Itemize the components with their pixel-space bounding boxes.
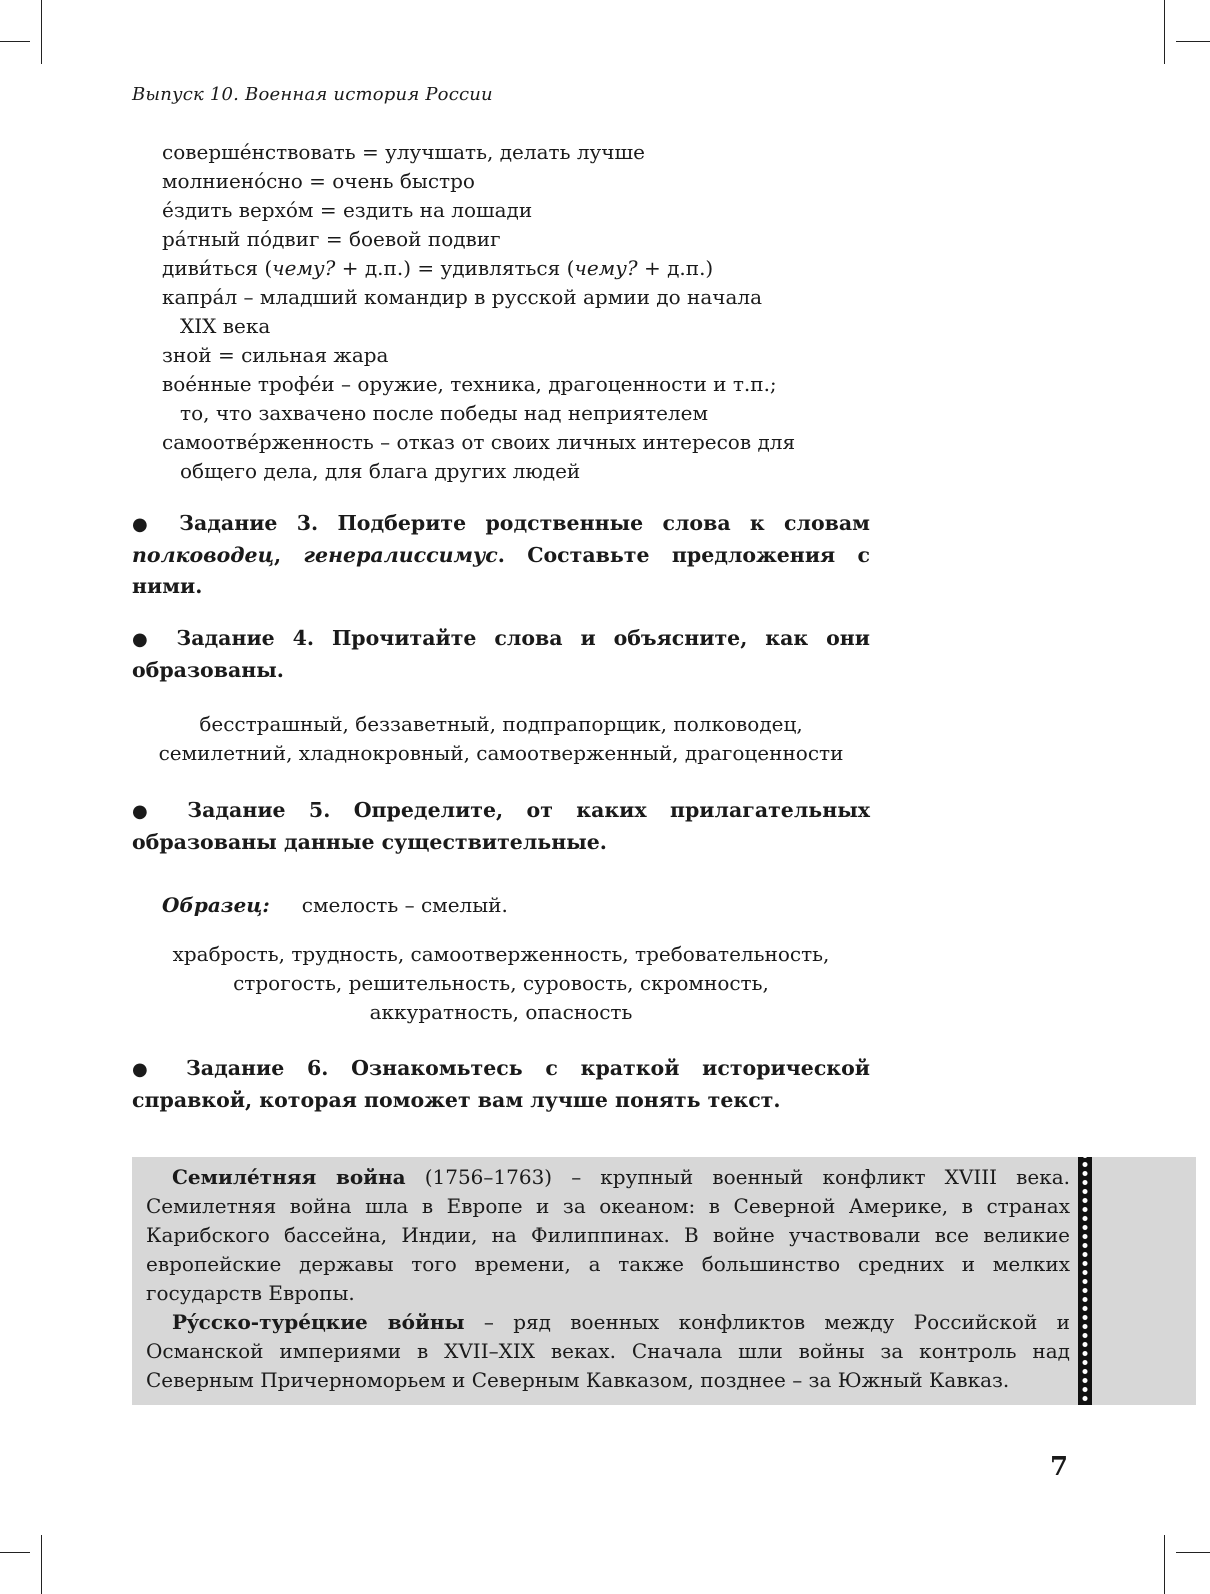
vocab-entry: зной = сильная жара <box>162 343 389 367</box>
vocab-entry: éздить верхóм = ездить на лошади <box>162 198 533 222</box>
task-3 <box>132 508 870 602</box>
bullet-icon: ● <box>132 801 164 822</box>
dotted-border-strip <box>1078 1157 1092 1405</box>
note-body: – ряд военных конфликтов между Российской и Османской империями в XVII–XIX веках. Сначала шли войны за контроль над Северным Причерноморьем и Северным Кавказом, позднее – за Южный Кавказ. <box>146 1310 1070 1392</box>
vocab-entry-continuation: общего дела, для блага других людей <box>180 459 581 483</box>
vocab-text: + д.п.) = удивляться ( <box>335 256 575 280</box>
vocab-entry: капрáл – младший командир в русской армии до начала <box>162 285 763 309</box>
sample-line <box>162 893 508 917</box>
page-number: 7 <box>1050 1452 1069 1482</box>
crop-mark <box>1176 41 1210 42</box>
sample-label: Образец: <box>162 893 270 917</box>
word-line: храбрость, трудность, самоотверженность, требовательность, <box>172 942 830 966</box>
word-line: аккуратность, опасность <box>369 1000 633 1024</box>
vocab-entry-continuation: то, что захвачено после победы над неприятелем <box>180 401 709 425</box>
historical-note-text <box>146 1163 1070 1395</box>
vocab-entry: молниенóсно = очень быстро <box>162 169 475 193</box>
task-3-comma: , <box>274 543 304 567</box>
task-5 <box>132 795 870 858</box>
task-3-tail: . Составьте предложения с ними. <box>132 543 870 598</box>
vocab-question: чему? <box>272 256 336 280</box>
crop-mark <box>1176 1552 1210 1553</box>
word-line: бесстрашный, беззаветный, подпрапорщик, полководец, <box>199 712 803 736</box>
crop-mark <box>41 1535 42 1594</box>
crop-mark <box>41 0 42 64</box>
sample-text: смелость – смелый. <box>301 893 508 917</box>
bullet-icon: ● <box>132 514 160 535</box>
task-5-words <box>132 940 870 1027</box>
task-4-text: Задание 4. Прочитайте слова и объясните, как они образованы. <box>132 626 870 682</box>
task-3-word: полководец <box>132 543 275 567</box>
task-6-text: Задание 6. Ознакомьтесь с краткой исторической справкой, которая поможет вам лучше понять текст. <box>132 1056 870 1112</box>
task-5-text: Задание 5. Определите, от каких прилагательных образованы данные существительные. <box>132 798 870 854</box>
crop-mark <box>0 1552 30 1553</box>
word-line: семилетний, хладнокровный, самоотверженный, драгоценности <box>158 741 844 765</box>
note-term: Рýсско-турéцкие вóйны <box>172 1310 465 1334</box>
vocab-entry: самоотвéрженность – отказ от своих личных интересов для <box>162 430 796 454</box>
bullet-icon: ● <box>132 1059 164 1080</box>
vocab-entry-continuation: XIX века <box>180 314 271 338</box>
task-4 <box>132 623 870 686</box>
task-3-lead: Задание 3. Подберите родственные слова к словам <box>159 511 870 535</box>
running-header: Выпуск 10. Военная история России <box>132 84 493 105</box>
note-body: (1756–1763) – крупный военный конфликт XVIII века. Семилетняя война шла в Европе и за океаном: в Северной Америке, в странах Карибского бассейна, Индии, на Филиппинах. В войне участвовали все великие европейские державы того времени, а также большинство средних и мелких государств Европы. <box>146 1165 1071 1305</box>
vocabulary-list <box>162 138 882 486</box>
bullet-icon: ● <box>132 629 159 650</box>
vocab-question: чему? <box>574 256 638 280</box>
task-6 <box>132 1053 870 1116</box>
crop-mark <box>1164 0 1165 64</box>
crop-mark <box>1164 1535 1165 1594</box>
task-3-word: генералиссимус <box>303 543 498 567</box>
note-paragraph <box>146 1308 1070 1395</box>
task-4-words <box>132 710 870 768</box>
note-term: Семилéтняя война <box>172 1165 406 1189</box>
note-paragraph <box>146 1163 1070 1308</box>
vocab-text: + д.п.) <box>637 256 714 280</box>
vocab-entry: совершéнствовать = улучшать, делать лучше <box>162 140 645 164</box>
crop-mark <box>0 41 30 42</box>
historical-note-box <box>132 1157 1196 1405</box>
vocab-entry <box>162 254 882 283</box>
vocab-text: диви́ться ( <box>162 256 273 280</box>
vocab-entry: воéнные трофéи – оружие, техника, драгоценности и т.п.; <box>162 372 777 396</box>
vocab-entry: рáтный пóдвиг = боевой подвиг <box>162 227 501 251</box>
word-line: строгость, решительность, суровость, скромность, <box>233 971 769 995</box>
